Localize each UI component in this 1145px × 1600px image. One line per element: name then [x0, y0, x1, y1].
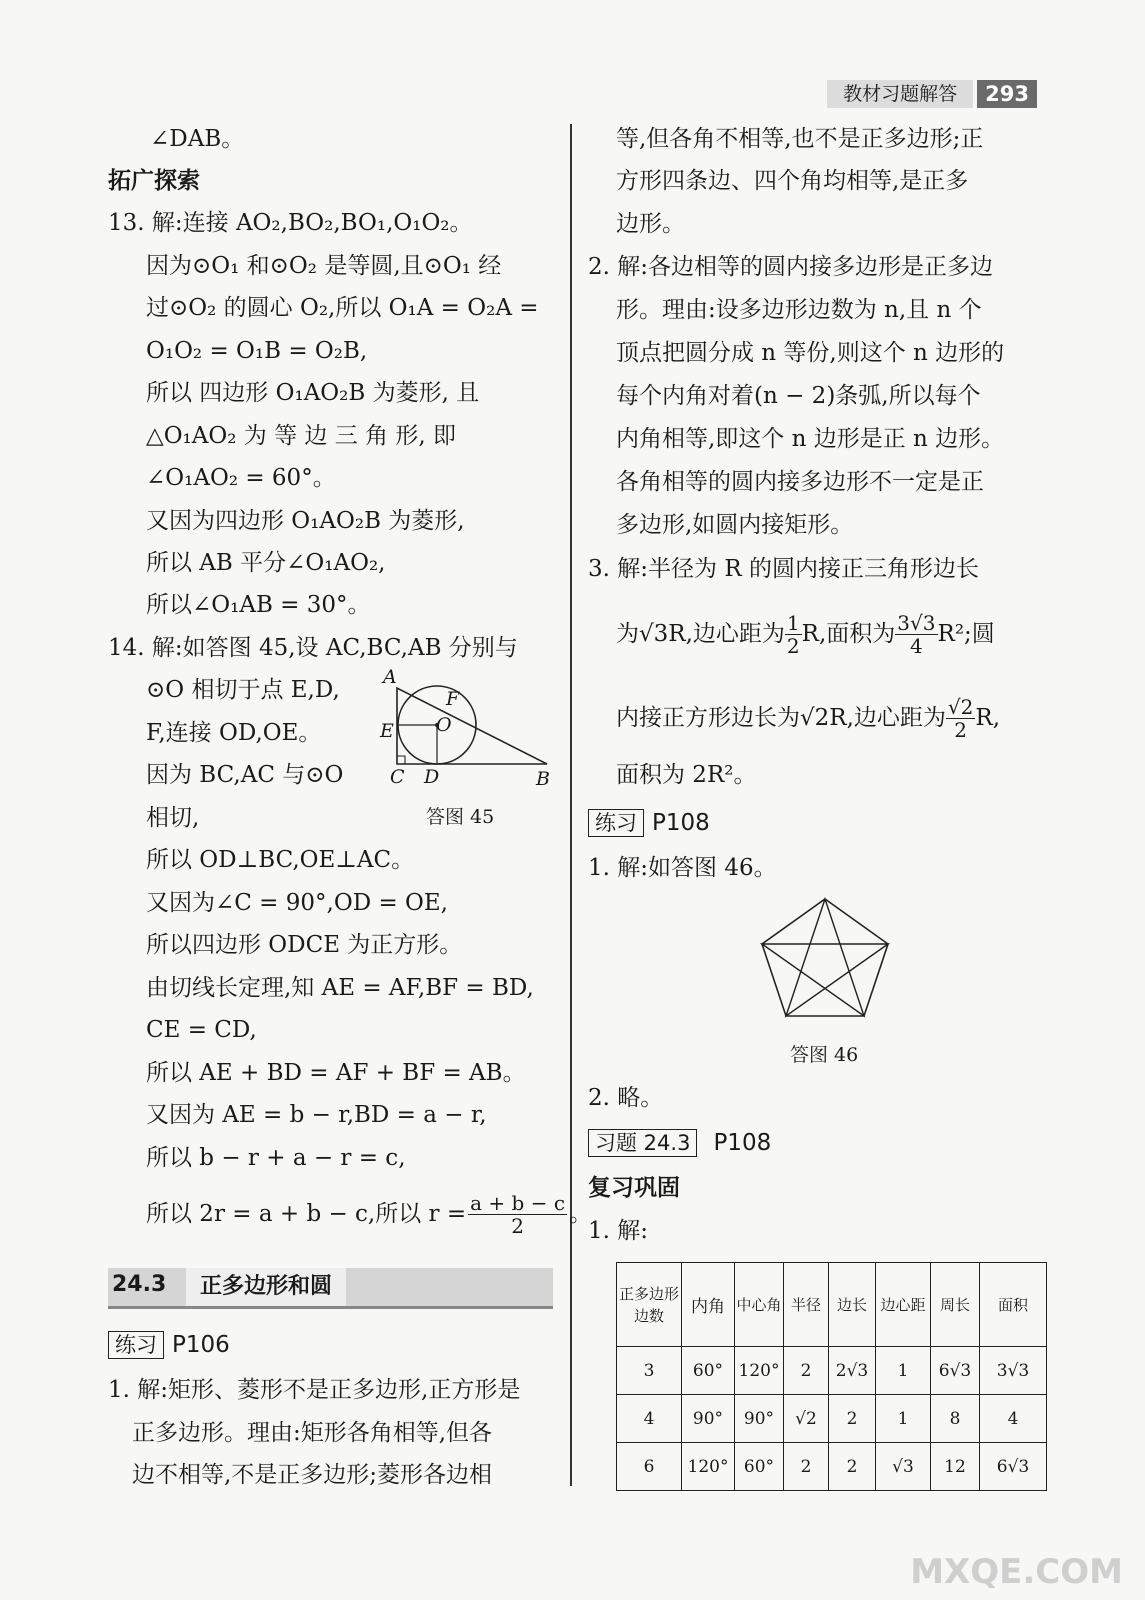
- table-row: [617, 1443, 1047, 1491]
- fraction: [895, 612, 937, 657]
- figure-45: [380, 672, 560, 792]
- text-line: 又因为∠C = 90°,OD = OE,: [146, 890, 448, 916]
- practice-heading: [108, 1330, 230, 1360]
- text-line: ∠DAB。: [150, 126, 245, 152]
- table-header-cell: 内角: [682, 1263, 735, 1347]
- text-line: 所以 AB 平分∠O₁AO₂,: [146, 550, 386, 576]
- text-line: 因为 BC,AC 与⊙O: [146, 762, 344, 788]
- table-cell: √2: [784, 1395, 829, 1443]
- text-line: CE = CD,: [146, 1017, 257, 1043]
- figure-46: [755, 895, 895, 1025]
- fraction-denominator: 2: [954, 717, 968, 742]
- exercise-heading: [588, 1128, 771, 1158]
- figure-46-caption: 答图 46: [790, 1044, 859, 1066]
- text-line: 方形四条边、四个角均相等,是正多: [616, 168, 969, 194]
- text-line: 1. 解:如答图 46。: [588, 855, 777, 881]
- fraction: [468, 1192, 567, 1237]
- header-section: 教材习题解答: [827, 80, 973, 108]
- text-line: 形。理由:设多边形边数为 n,且 n 个: [616, 297, 982, 323]
- page-number: 293: [977, 80, 1037, 108]
- table-header-cell: 边长: [829, 1263, 876, 1347]
- text-line: 每个内角对着(n − 2)条弧,所以每个: [616, 383, 981, 409]
- table-row: [617, 1395, 1047, 1443]
- practice-page: P106: [172, 1332, 230, 1358]
- text-line: 由切线长定理,知 AE = AF,BF = BD,: [146, 975, 534, 1001]
- subheading: 拓广探索: [108, 168, 200, 194]
- page-header: [827, 80, 1037, 108]
- table-header-cell: 半径: [784, 1263, 829, 1347]
- practice-label: 练习: [108, 1331, 164, 1359]
- text-span: R,面积为: [801, 621, 896, 647]
- practice-label: 练习: [588, 809, 644, 837]
- table-cell: 1: [876, 1347, 931, 1395]
- text-line: 又因为 AE = b − r,BD = a − r,: [146, 1102, 487, 1128]
- text-line: O₁O₂ = O₁B = O₂B,: [146, 338, 368, 364]
- text-span: 所以 2r = a + b − c,所以 r =: [146, 1201, 467, 1227]
- text-line: 多边形,如圆内接矩形。: [616, 512, 854, 538]
- text-line: 所以 AE + BD = AF + BF = AB。: [146, 1060, 526, 1086]
- table-header-cell: 中心角: [735, 1263, 784, 1347]
- exercise-page: P108: [713, 1130, 772, 1156]
- text-line: F,连接 OD,OE。: [146, 720, 322, 746]
- text-line: 所以四边形 ODCE 为正方形。: [146, 932, 463, 958]
- text-span: 。: [569, 1201, 593, 1227]
- fraction-denominator: 2: [511, 1213, 524, 1238]
- fraction-numerator: √2: [947, 694, 974, 719]
- table-cell: 60°: [735, 1443, 784, 1491]
- table-cell: 2: [829, 1443, 876, 1491]
- text-line: 1. 解:矩形、菱形不是正多边形,正方形是: [108, 1377, 521, 1403]
- section-bar: [108, 1268, 553, 1309]
- text-line: 又因为四边形 O₁AO₂B 为菱形,: [146, 508, 465, 534]
- table-cell: 6√3: [980, 1443, 1047, 1491]
- text-line: 14. 解:如答图 45,设 AC,BC,AB 分别与: [108, 635, 518, 661]
- table-cell: 2: [784, 1347, 829, 1395]
- table-cell: 3: [617, 1347, 682, 1395]
- text-line: 内角相等,即这个 n 边形是正 n 边形。: [616, 426, 1005, 452]
- table-cell: √3: [876, 1443, 931, 1491]
- label-o: O: [436, 714, 452, 736]
- section-title: 正多边形和圆: [186, 1268, 346, 1306]
- label-c: C: [390, 766, 405, 788]
- text-line: 13. 解:连接 AO₂,BO₂,BO₁,O₁O₂。: [108, 210, 473, 236]
- table-cell: 2: [829, 1395, 876, 1443]
- subheading: 复习巩固: [588, 1175, 680, 1201]
- table-cell: 6√3: [931, 1347, 980, 1395]
- table-header-cell: 周长: [931, 1263, 980, 1347]
- fraction-numerator: 1: [786, 610, 800, 635]
- label-a: A: [383, 666, 397, 688]
- fraction-denominator: 2: [786, 633, 800, 658]
- text-line: 3. 解:半径为 R 的圆内接正三角形边长: [588, 556, 979, 582]
- text-line: △O₁AO₂ 为 等 边 三 角 形, 即: [146, 423, 456, 449]
- text-line: 各角相等的圆内接多边形不一定是正: [616, 469, 984, 495]
- formula-line: [616, 606, 995, 662]
- text-line: 2. 解:各边相等的圆内接多边形是正多边: [588, 254, 994, 280]
- label-f: F: [446, 688, 460, 710]
- text-line: 所以 OD⊥BC,OE⊥AC。: [146, 847, 415, 873]
- text-line: 1. 解:: [588, 1218, 649, 1244]
- table-cell: 120°: [735, 1347, 784, 1395]
- text-line: 边形。: [616, 211, 685, 237]
- text-line: 过⊙O₂ 的圆心 O₂,所以 O₁A = O₂A =: [146, 295, 539, 321]
- text-span: R,: [975, 705, 1001, 731]
- text-line: 2. 略。: [588, 1085, 664, 1111]
- section-number: 24.3: [112, 1272, 167, 1297]
- table-row: [617, 1347, 1047, 1395]
- table-cell: 4: [617, 1395, 682, 1443]
- formula-line: [146, 1186, 592, 1242]
- text-line: 面积为 2R²。: [616, 762, 757, 788]
- formula-line: [616, 690, 1000, 746]
- text-line: 顶点把圆分成 n 等份,则这个 n 边形的: [616, 340, 1005, 366]
- text-line: ⊙O 相切于点 E,D,: [146, 677, 340, 703]
- text-span: R²;圆: [937, 621, 995, 647]
- table-cell: 8: [931, 1395, 980, 1443]
- text-line: 所以 四边形 O₁AO₂B 为菱形, 且: [146, 380, 480, 406]
- table-cell: 6: [617, 1443, 682, 1491]
- text-span: 为√3R,边心距为: [616, 621, 785, 647]
- text-line: 因为⊙O₁ 和⊙O₂ 是等圆,且⊙O₁ 经: [146, 253, 502, 279]
- table-cell: 1: [876, 1395, 931, 1443]
- text-line: 等,但各角不相等,也不是正多边形;正: [616, 126, 984, 152]
- fraction: [785, 612, 802, 657]
- watermark: MXQE.COM: [910, 1552, 1123, 1592]
- table-cell: 90°: [682, 1395, 735, 1443]
- table-header-row: [617, 1263, 1047, 1347]
- table-header-cell: 正多边形边数: [617, 1263, 682, 1347]
- column-divider: [570, 124, 572, 1486]
- text-line: ∠O₁AO₂ = 60°。: [146, 465, 336, 491]
- text-line: 相切,: [146, 805, 200, 831]
- table-cell: 2: [784, 1443, 829, 1491]
- fraction-numerator: 3√3: [897, 610, 936, 635]
- table-cell: 4: [980, 1395, 1047, 1443]
- polygon-table: [616, 1262, 1047, 1491]
- table-header-cell: 面积: [980, 1263, 1047, 1347]
- fraction: [946, 696, 975, 741]
- table-cell: 12: [931, 1443, 980, 1491]
- table-header-cell: 边心距: [876, 1263, 931, 1347]
- table-cell: 3√3: [980, 1347, 1047, 1395]
- text-line: 正多边形。理由:矩形各角相等,但各: [132, 1420, 493, 1446]
- fraction-numerator: a + b − c: [470, 1190, 566, 1215]
- figure-45-caption: 答图 45: [426, 806, 495, 828]
- practice-page: P108: [652, 810, 710, 836]
- table-cell: 2√3: [829, 1347, 876, 1395]
- fraction-denominator: 4: [910, 633, 923, 658]
- table-cell: 120°: [682, 1443, 735, 1491]
- text-line: 边不相等,不是正多边形;菱形各边相: [132, 1462, 493, 1488]
- label-e: E: [380, 720, 394, 742]
- text-span: 内接正方形边长为√2R,边心距为: [616, 705, 946, 731]
- label-b: B: [536, 768, 550, 790]
- table-cell: 90°: [735, 1395, 784, 1443]
- label-d: D: [424, 766, 440, 788]
- text-line: 所以 b − r + a − r = c,: [146, 1145, 406, 1171]
- text-line: 所以∠O₁AB = 30°。: [146, 592, 371, 618]
- practice-heading: [588, 808, 710, 838]
- table-cell: 60°: [682, 1347, 735, 1395]
- exercise-label: 习题 24.3: [588, 1129, 697, 1157]
